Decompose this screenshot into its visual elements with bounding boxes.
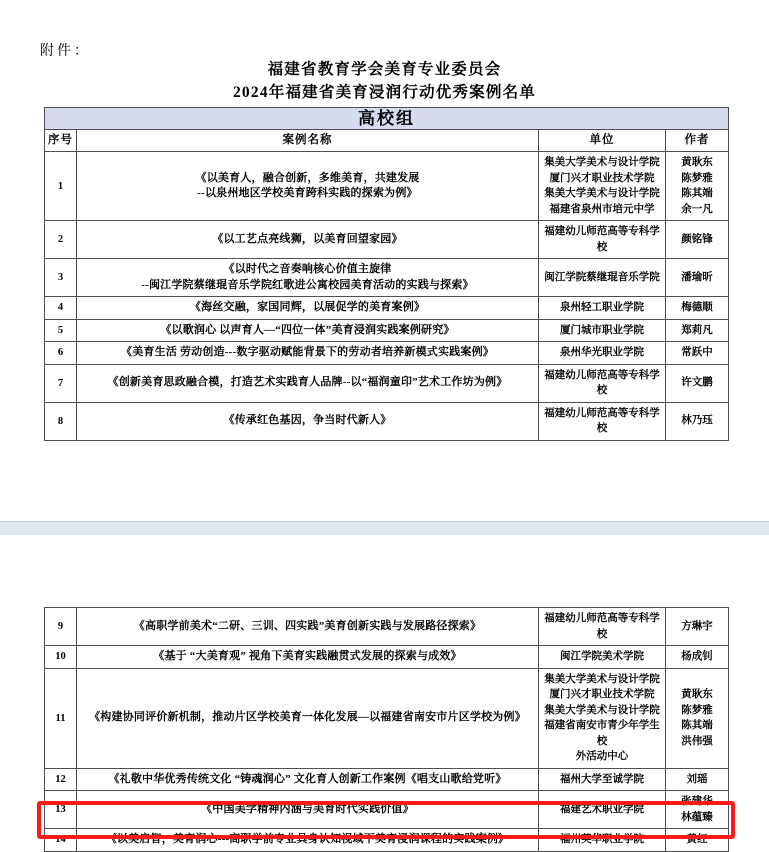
cell-author	[666, 364, 729, 402]
author-line: 常跃中	[681, 347, 713, 358]
unit-line: 厦门兴才职业技术学院	[549, 172, 655, 184]
cell-sequence-number: 11	[45, 668, 77, 768]
cell-case-name	[77, 829, 539, 852]
column-header-no: 序号	[45, 130, 77, 152]
case-list-table-page-1	[44, 107, 729, 441]
cell-case-name	[77, 221, 539, 259]
cell-unit	[539, 646, 666, 669]
table-row	[45, 608, 729, 646]
cell-unit	[539, 791, 666, 829]
cell-author	[666, 221, 729, 259]
cell-case-name	[77, 646, 539, 669]
cell-sequence-number: 6	[45, 342, 77, 365]
case-name-line: 《以工艺点亮线狮，以美育回望家园》	[212, 232, 403, 245]
cell-sequence-number: 5	[45, 319, 77, 342]
cell-unit	[539, 342, 666, 365]
cell-unit	[539, 402, 666, 440]
group-band-label: 高校组	[45, 108, 729, 130]
unit-line: 福州大学至诚学院	[560, 773, 644, 785]
cell-case-name	[77, 364, 539, 402]
cell-unit	[539, 221, 666, 259]
cell-author	[666, 608, 729, 646]
cell-sequence-number: 4	[45, 297, 77, 320]
author-line: 陈其端	[681, 188, 713, 199]
author-line: 张建华	[681, 796, 713, 807]
group-band-row	[45, 108, 729, 130]
case-name-line: 《中国美学精神内涵与美育时代实践价值》	[201, 802, 414, 815]
table-row	[45, 646, 729, 669]
cell-author	[666, 668, 729, 768]
cell-sequence-number: 13	[45, 791, 77, 829]
unit-line: 集美大学美术与设计学院	[544, 157, 660, 168]
table-row	[45, 152, 729, 221]
case-name-line: 《礼敬中华优秀传统文化 “铸魂润心” 文化育人创新工作案例《唱支山歌给党听》	[108, 772, 507, 785]
case-name-line: 《传承红色基因，争当时代新人》	[223, 414, 392, 427]
page-title-line-1: 福建省教育学会美育专业委员会	[267, 61, 502, 78]
unit-line: 福建幼儿师范高等专科学校	[544, 407, 660, 434]
unit-line: 福建艺术职业学院	[560, 803, 644, 815]
cell-case-name	[77, 319, 539, 342]
cell-author	[666, 791, 729, 829]
cell-sequence-number: 7	[45, 364, 77, 402]
unit-line: 厦门兴才职业技术学院	[549, 689, 655, 700]
cell-author	[666, 402, 729, 440]
unit-line: 闽江学院美术学院	[560, 651, 644, 662]
author-line: 刘瑶	[686, 773, 708, 785]
page-title	[0, 58, 769, 104]
cell-unit	[539, 829, 666, 852]
author-line: 黄耿东	[681, 689, 713, 700]
cell-unit	[539, 152, 666, 221]
author-line: 陈其端	[681, 720, 713, 731]
author-line: 林蕴臻	[681, 811, 713, 823]
author-line: 潘瑜昕	[681, 271, 713, 283]
author-line: 颜铭锋	[681, 233, 713, 245]
cell-author	[666, 259, 729, 297]
column-header-author: 作者	[666, 130, 729, 152]
table-row	[45, 668, 729, 768]
cell-sequence-number: 1	[45, 152, 77, 221]
cell-author	[666, 297, 729, 320]
table-row	[45, 342, 729, 365]
cell-author	[666, 646, 729, 669]
table-row	[45, 791, 729, 829]
case-name-line: 《构建协同评价新机制，推动片区学校美育一体化发展—以福建省南安市片区学校为例》	[89, 711, 526, 724]
case-name-line: 《海丝交融，家国同辉，以展促学的美育案例》	[189, 301, 426, 313]
unit-line: 泉州华光职业学院	[560, 347, 644, 358]
table-row	[45, 221, 729, 259]
unit-line: 集美大学美术与设计学院	[544, 704, 660, 716]
cell-sequence-number: 2	[45, 221, 77, 259]
case-name-line: 《创新美育思政融合模，打造艺术实践育人品牌--以“福润童印”艺术工作坊为例》	[107, 376, 508, 389]
cell-unit	[539, 259, 666, 297]
column-header-name: 案例名称	[77, 130, 539, 152]
author-line: 林乃珏	[681, 415, 713, 427]
cell-sequence-number: 9	[45, 608, 77, 646]
unit-line: 外活动中心	[575, 751, 629, 762]
cell-case-name	[77, 342, 539, 365]
unit-line: 福州英华职业学院	[560, 834, 644, 845]
table-row	[45, 319, 729, 342]
unit-line: 福建省南安市青少年学生校	[544, 720, 660, 747]
cell-sequence-number: 8	[45, 402, 77, 440]
case-name-line: 《以美启智，美育润心---高职学前专业具身认知视域下美育浸润课程的实践案例》	[105, 833, 510, 845]
table-row	[45, 297, 729, 320]
cell-author	[666, 342, 729, 365]
attachment-label: 附件：	[40, 44, 91, 59]
cell-author	[666, 152, 729, 221]
unit-line: 集美大学美术与设计学院	[544, 188, 660, 199]
cell-author	[666, 768, 729, 791]
case-name-line: 《以歌润心 以声育人—“四位一体”美育浸润实践案例研究》	[160, 323, 455, 336]
cell-unit	[539, 768, 666, 791]
case-name-line: 《以美育人，融合创新，多维美育，共建发展	[195, 171, 420, 184]
case-list-table-page-2	[44, 607, 729, 852]
cell-case-name	[77, 259, 539, 297]
author-line: 方琳宇	[681, 620, 713, 632]
cell-case-name	[77, 791, 539, 829]
case-name-line: 《基于 “大美育观” 视角下美育实践融贯式发展的探索与成效》	[153, 650, 462, 662]
unit-line: 福建省泉州市培元中学	[549, 203, 655, 215]
cell-unit	[539, 297, 666, 320]
case-name-line: --以泉州地区学校美育跨科实践的探索为例》	[197, 187, 418, 199]
table-row	[45, 768, 729, 791]
table-row	[45, 364, 729, 402]
table-header-row	[45, 130, 729, 152]
cell-unit	[539, 608, 666, 646]
unit-line: 厦门城市职业学院	[560, 324, 644, 336]
cell-case-name	[77, 402, 539, 440]
author-line: 余一凡	[681, 203, 713, 215]
cell-sequence-number: 10	[45, 646, 77, 669]
unit-line: 集美大学美术与设计学院	[544, 673, 660, 685]
table-row	[45, 402, 729, 440]
cell-case-name	[77, 668, 539, 768]
cell-case-name	[77, 768, 539, 791]
cell-case-name	[77, 152, 539, 221]
author-line: 陈梦雅	[681, 704, 713, 716]
cell-sequence-number: 14	[45, 829, 77, 852]
author-line: 陈梦雅	[681, 172, 713, 184]
unit-line: 泉州轻工职业学院	[560, 302, 644, 313]
cell-sequence-number: 3	[45, 259, 77, 297]
author-line: 梅德顺	[681, 302, 713, 313]
case-name-line: 《以时代之音奏响核心价值主旋律	[223, 263, 392, 275]
author-line: 郑莉凡	[681, 324, 713, 336]
author-line: 洪伟强	[681, 735, 713, 747]
cell-sequence-number: 12	[45, 768, 77, 791]
cell-case-name	[77, 608, 539, 646]
unit-line: 闽江学院蔡继琨音乐学院	[544, 271, 660, 283]
author-line: 杨成钊	[681, 651, 713, 662]
table-row	[45, 829, 729, 852]
cell-author	[666, 829, 729, 852]
cell-unit	[539, 319, 666, 342]
cell-unit	[539, 364, 666, 402]
unit-line: 福建幼儿师范高等专科学校	[544, 613, 660, 640]
page-title-line-2: 2024年福建省美育浸润行动优秀案例名单	[232, 84, 536, 101]
case-name-line: --闽江学院蔡继琨音乐学院红歌进公寓校园美育活动的实践与探索》	[141, 278, 474, 291]
author-line: 黄耿东	[681, 157, 713, 168]
cell-author	[666, 319, 729, 342]
unit-line: 福建幼儿师范高等专科学校	[544, 369, 660, 396]
cell-unit	[539, 668, 666, 768]
case-name-line: 《美育生活 劳动创造---数字驱动赋能背景下的劳动者培养新模式实践案例》	[121, 346, 494, 358]
column-header-unit: 单位	[539, 130, 666, 152]
author-line: 许文鹏	[681, 377, 713, 389]
cell-case-name	[77, 297, 539, 320]
unit-line: 福建幼儿师范高等专科学校	[544, 226, 660, 253]
table-row	[45, 259, 729, 297]
author-line: 黄红	[686, 834, 708, 845]
case-name-line: 《高职学前美术“二研、三训、四实践”美育创新实践与发展路径探索》	[133, 619, 482, 632]
